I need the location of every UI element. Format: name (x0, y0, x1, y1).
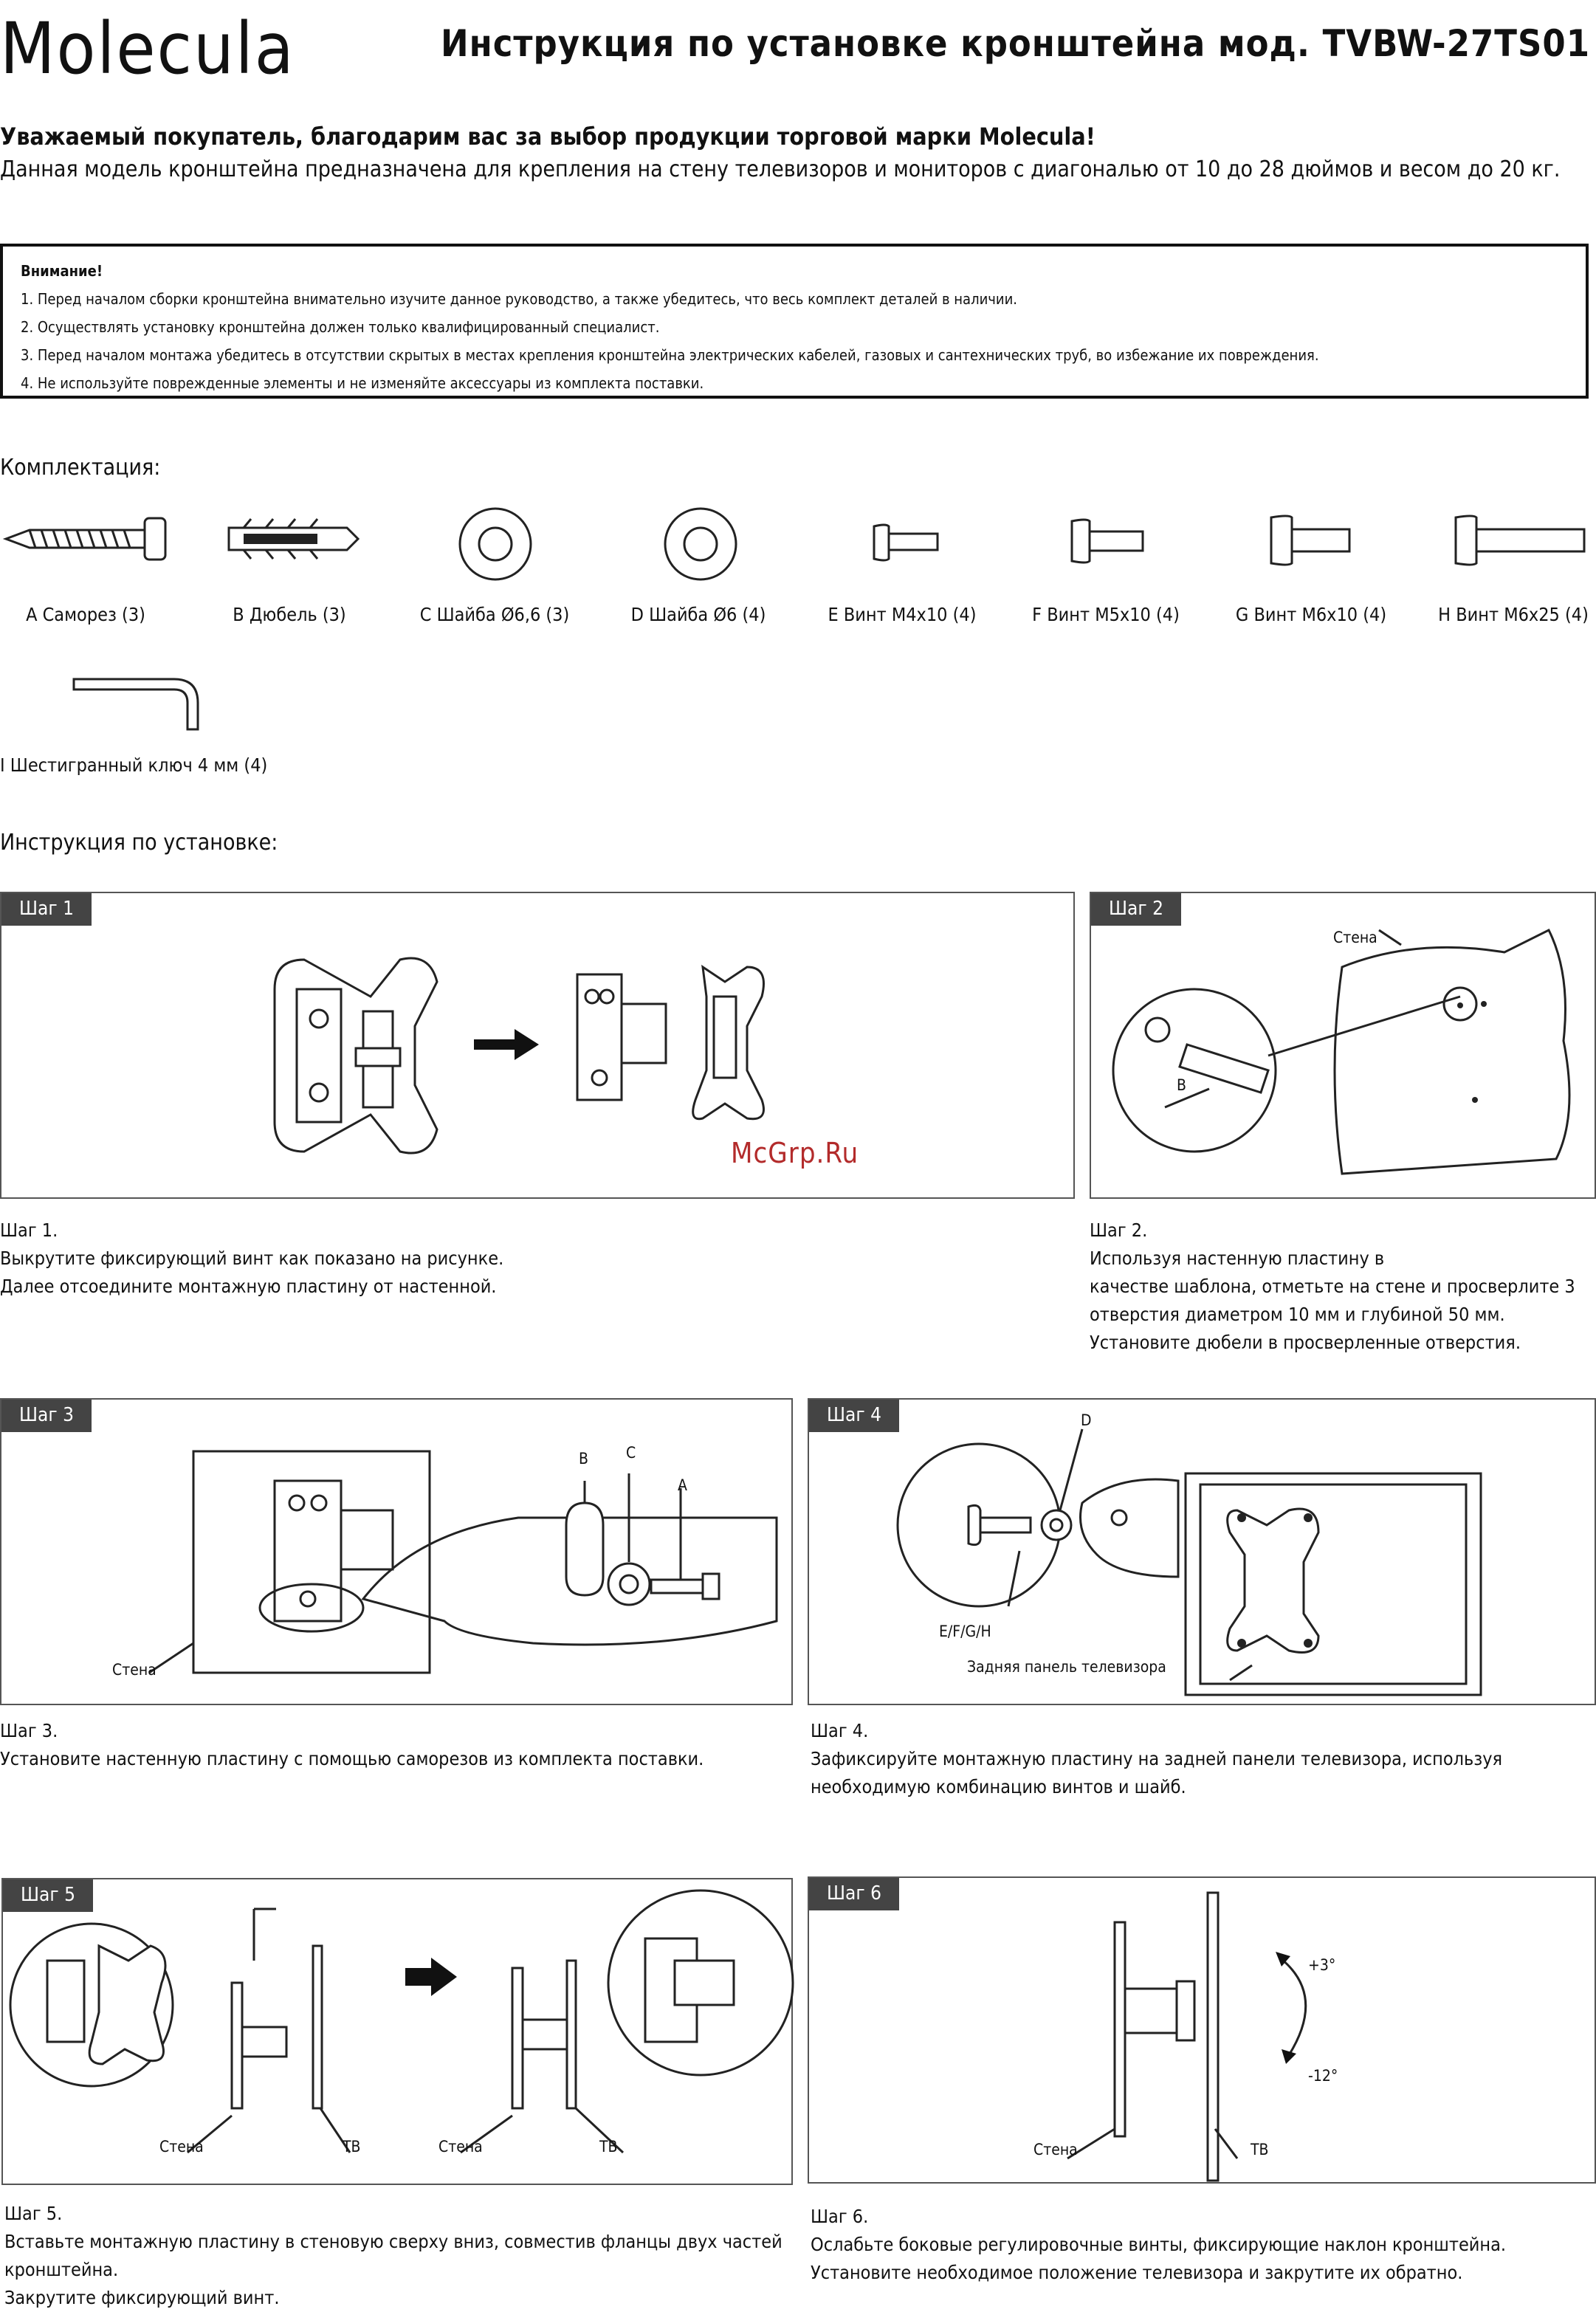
step-5-panel (1, 1878, 793, 2185)
step-line: кронштейна. (4, 2259, 119, 2280)
intro-text: Данная модель кронштейна предназначена для крепления на стену телевизоров и мониторов с диагональю от 10 до 28 дюймов и весом до 20 кг. (0, 156, 1561, 182)
step-line: Ослабьте боковые регулировочные винты, фиксирующие наклон кронштейна. (811, 2234, 1507, 2255)
step-line: Зафиксируйте монтажную пластину на задней панели телевизора, используя (811, 1748, 1503, 1769)
step-5-description (4, 2200, 782, 2312)
label-tilt-up: +3° (1308, 1956, 1336, 1974)
warning-title: Внимание! (21, 262, 103, 280)
hex-key-icon (71, 673, 204, 732)
washer-icon (455, 503, 536, 585)
step-tag: Шаг 1 (1, 893, 92, 926)
step-tag: Шаг 6 (809, 1878, 899, 1910)
label-tv: ТВ (599, 2138, 618, 2156)
washer-icon (660, 503, 741, 585)
part-label-d: D Шайба Ø6 (4) (630, 604, 766, 625)
bracket-assembled-illustration (260, 937, 467, 1166)
label-wall: Стена (159, 2138, 204, 2156)
mount-assembly-illustration (3, 1879, 794, 2187)
step-line: Выкрутите фиксирующий винт как показано на рисунке. (0, 1248, 504, 1269)
step-line: Далее отсоедините монтажную пластину от настенной. (0, 1276, 497, 1297)
label-tv-back-panel: Задняя панель телевизора (967, 1658, 1166, 1676)
step-2-panel (1090, 892, 1596, 1199)
step-3-description (0, 1717, 704, 1773)
instructions-heading: Инструкция по установке: (0, 830, 278, 856)
label-wall: Стена (112, 1661, 156, 1679)
step-line: Закрутите фиксирующий винт. (4, 2287, 280, 2308)
step-title: Шаг 2. (1090, 1219, 1148, 1241)
part-label-f: F Винт M5x10 (4) (1032, 604, 1180, 625)
bolt-icon (871, 520, 945, 565)
warning-box (0, 244, 1589, 399)
step-line: качестве шаблона, отметьте на стене и просверлите 3 (1090, 1276, 1575, 1297)
page-title: Инструкция по установке кронштейна мод. TVBW-27TS01 (441, 22, 1590, 65)
step-tag: Шаг 3 (1, 1400, 92, 1432)
step-2-description (1090, 1217, 1575, 1357)
label-efgh: E/F/G/H (939, 1623, 991, 1640)
step-title: Шаг 5. (4, 2203, 63, 2224)
label-tv: ТВ (343, 2138, 361, 2156)
tv-plate-mounting-illustration (809, 1400, 1596, 1707)
label-wall: Стена (438, 2138, 483, 2156)
step-3-panel (0, 1398, 793, 1705)
label-a: A (678, 1476, 687, 1494)
step-title: Шаг 4. (811, 1720, 869, 1741)
step-line: Установите необходимое положение телевизора и закрутите их обратно. (811, 2262, 1463, 2283)
bolt-icon (1453, 513, 1593, 569)
label-c: C (626, 1444, 636, 1462)
watermark: McGrp.Ru (731, 1137, 859, 1169)
bracket-separated-illustration (563, 952, 814, 1129)
label-b: B (579, 1450, 588, 1468)
parts-heading: Комплектация: (0, 455, 161, 481)
label-wall: Стена (1333, 929, 1377, 946)
label-b: B (1177, 1076, 1186, 1094)
step-line: необходимую комбинацию винтов и шайб. (811, 1776, 1186, 1797)
step-line: Установите дюбели в просверленные отверстия. (1090, 1332, 1521, 1353)
tilt-adjustment-illustration (809, 1878, 1596, 2185)
step-1-description (0, 1217, 503, 1301)
warning-item: 4. Не используйте поврежденные элементы и не изменяйте аксессуары из комплекта поставки. (21, 374, 704, 392)
screw-icon (0, 509, 177, 568)
warning-item: 3. Перед началом монтажа убедитесь в отсутствии скрытых в местах крепления кронштейна электрических кабелей, газовых и сантехнических труб, во избежание их повреждения. (21, 346, 1319, 364)
greeting: Уважаемый покупатель, благодарим вас за выбор продукции торговой марки Molecula! (0, 123, 1095, 151)
step-4-description (811, 1717, 1502, 1801)
step-title: Шаг 1. (0, 1219, 58, 1241)
step-6-description (811, 2203, 1506, 2287)
part-label-i: I Шестигранный ключ 4 мм (4) (0, 754, 268, 776)
bolt-icon (1268, 513, 1357, 569)
step-4-panel (808, 1398, 1596, 1705)
arrow-right-icon (474, 1026, 540, 1063)
part-label-c: C Шайба Ø6,6 (3) (419, 604, 570, 625)
step-line: отверстия диаметром 10 мм и глубиной 50 мм. (1090, 1304, 1505, 1325)
warning-item: 1. Перед началом сборки кронштейна внимательно изучите данное руководство, а также убедитесь, что весь комплект деталей в наличии. (21, 290, 1017, 308)
label-tilt-down: -12° (1308, 2067, 1338, 2085)
step-title: Шаг 3. (0, 1720, 58, 1741)
step-line: Вставьте монтажную пластину в стеновую сверху вниз, совместив фланцы двух частей (4, 2231, 782, 2252)
part-label-g: G Винт M6x10 (4) (1235, 604, 1387, 625)
step-tag: Шаг 4 (809, 1400, 899, 1432)
part-label-a: A Саморез (3) (26, 604, 145, 625)
step-line: Используя настенную пластину в (1090, 1248, 1385, 1269)
step-line: Установите настенную пластину с помощью саморезов из комплекта поставки. (0, 1748, 704, 1769)
bolt-icon (1069, 517, 1150, 567)
step-tag: Шаг 5 (3, 1879, 93, 1912)
label-wall: Стена (1033, 2141, 1078, 2158)
part-label-b: B Дюбель (3) (233, 604, 346, 625)
part-label-e: E Винт M4x10 (4) (828, 604, 977, 625)
step-1-panel (0, 892, 1075, 1199)
label-tv: ТВ (1251, 2141, 1269, 2158)
step-6-panel (808, 1876, 1596, 2184)
brand-logo: Molecula (0, 7, 295, 90)
step-title: Шаг 6. (811, 2206, 869, 2227)
warning-item: 2. Осуществлять установку кронштейна должен только квалифицированный специалист. (21, 318, 660, 336)
step-tag: Шаг 2 (1091, 893, 1181, 926)
label-d: D (1081, 1411, 1092, 1429)
dowel-icon (221, 513, 362, 565)
part-label-h: H Винт M6x25 (4) (1438, 604, 1589, 625)
